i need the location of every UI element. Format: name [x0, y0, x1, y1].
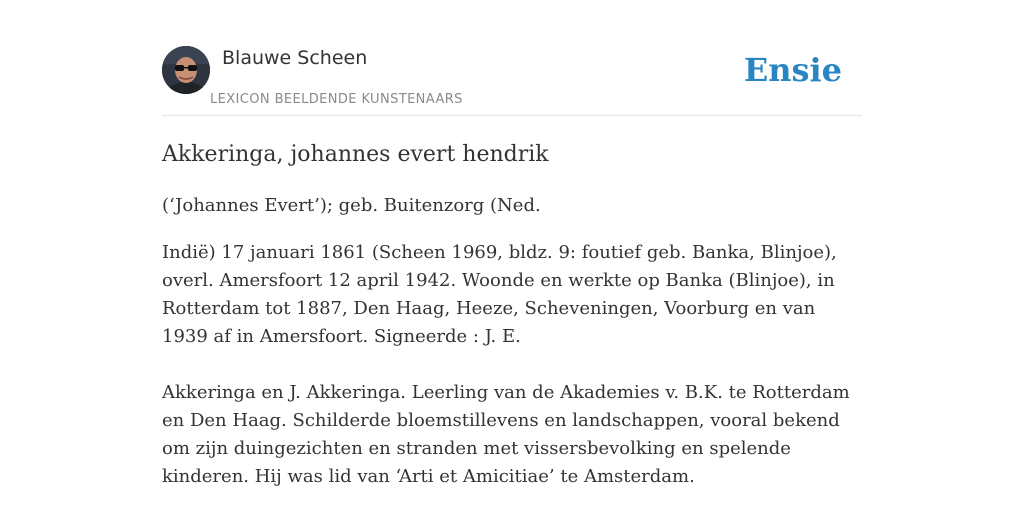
brand-logo[interactable]: Ensie	[743, 51, 842, 89]
article-lead: (‘Johannes Evert’); geb. Buitenzorg (Ned.	[162, 195, 541, 216]
person-avatar-icon	[162, 46, 210, 94]
author-name[interactable]: Blauwe Scheen	[222, 47, 368, 69]
paragraph: Akkeringa en J. Akkeringa. Leerling van de Akademies v. B.K. te Rotterdam en Den Haag. Schilderde bloemstillevens en landschappen, vooral bekend om zijn duingezichten en stranden met vissersbevolking en spelende kinderen. Hij was lid van ‘Arti et Amicitiae’ te Amsterdam.	[162, 382, 850, 487]
article-title: Akkeringa, johannes evert hendrik	[162, 142, 549, 167]
publication-name[interactable]: LEXICON BEELDENDE KUNSTENAARS	[210, 92, 463, 107]
header	[162, 46, 862, 116]
article-body	[162, 239, 862, 512]
paragraph: Indië) 17 januari 1861 (Scheen 1969, bldz. 9: foutief geb. Banka, Blinjoe), overl. Amersfoort 12 april 1942. Woonde en werkte op Banka (Blinjoe), in Rotterdam tot 1887, Den Haag, Heeze, Scheveningen, Voorburg en van 1939 af in Amersfoort. Signeerde : J. E.	[162, 242, 837, 347]
avatar[interactable]	[162, 46, 210, 94]
header-divider	[162, 115, 862, 116]
